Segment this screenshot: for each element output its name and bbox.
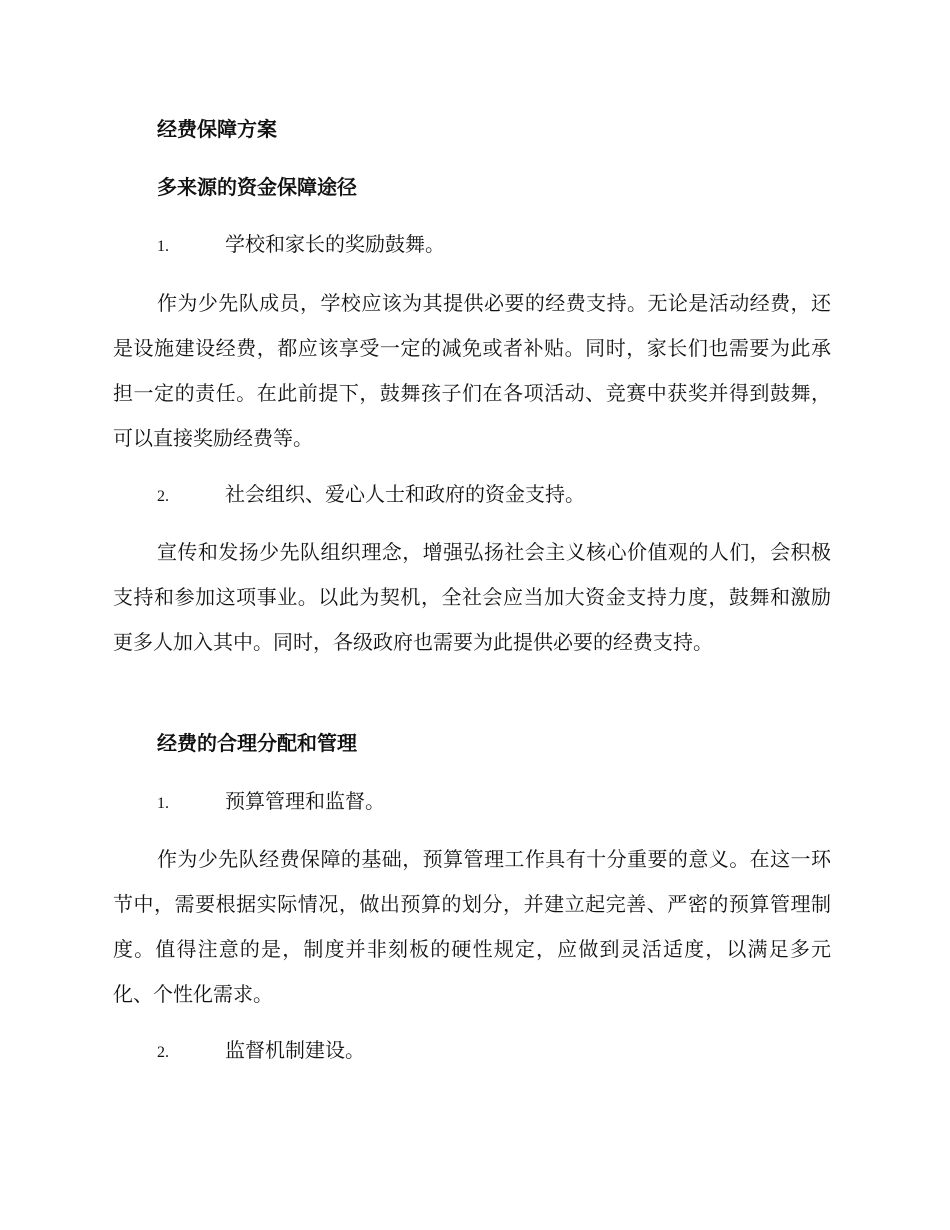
list-item-label: 学校和家长的奖励鼓舞。 [225,232,445,256]
list-number: 2. [157,488,169,505]
list-item-label: 预算管理和监督。 [225,789,385,813]
list-number: 2. [157,1044,169,1061]
document-title: 经费保障方案 [157,117,277,141]
paragraph-budget-management: 作为少先队经费保障的基础，预算管理工作具有十分重要的意义。在这一环节中，需要根据实际情况，做出预算的划分，并建立起完善、严密的预算管理制度。值得注意的是，制度并非刻板的硬性规定，应做到灵活适度，以满足多元化、个性化需求。 [113,847,831,1006]
paragraph-social-support: 宣传和发扬少先队组织理念，增强弘扬社会主义核心价值观的人们，会积极支持和参加这项事业。以此为契机，全社会应当加大资金支持力度，鼓舞和激励更多人加入其中。同时，各级政府也需要为此提供必要的经费支持。 [113,540,831,654]
list-item-label: 监督机制建设。 [225,1038,365,1062]
list-number: 1. [157,795,169,812]
list-item-supervision [157,1036,365,1067]
list-number: 1. [157,238,169,255]
section-heading-funding-sources: 多来源的资金保障途径 [157,175,357,199]
list-item-budget-management [157,787,385,818]
list-item-school-parents [157,230,445,261]
section-heading-allocation-management: 经费的合理分配和管理 [157,731,357,755]
paragraph-school-parents: 作为少先队成员，学校应该为其提供必要的经费支持。无论是活动经费，还是设施建设经费，都应该享受一定的减免或者补贴。同时，家长们也需要为此承担一定的责任。在此前提下，鼓舞孩子们在各项活动、竞赛中获奖并得到鼓舞，可以直接奖励经费等。 [113,291,831,450]
list-item-social-support [157,480,585,511]
list-item-label: 社会组织、爱心人士和政府的资金支持。 [225,482,585,506]
